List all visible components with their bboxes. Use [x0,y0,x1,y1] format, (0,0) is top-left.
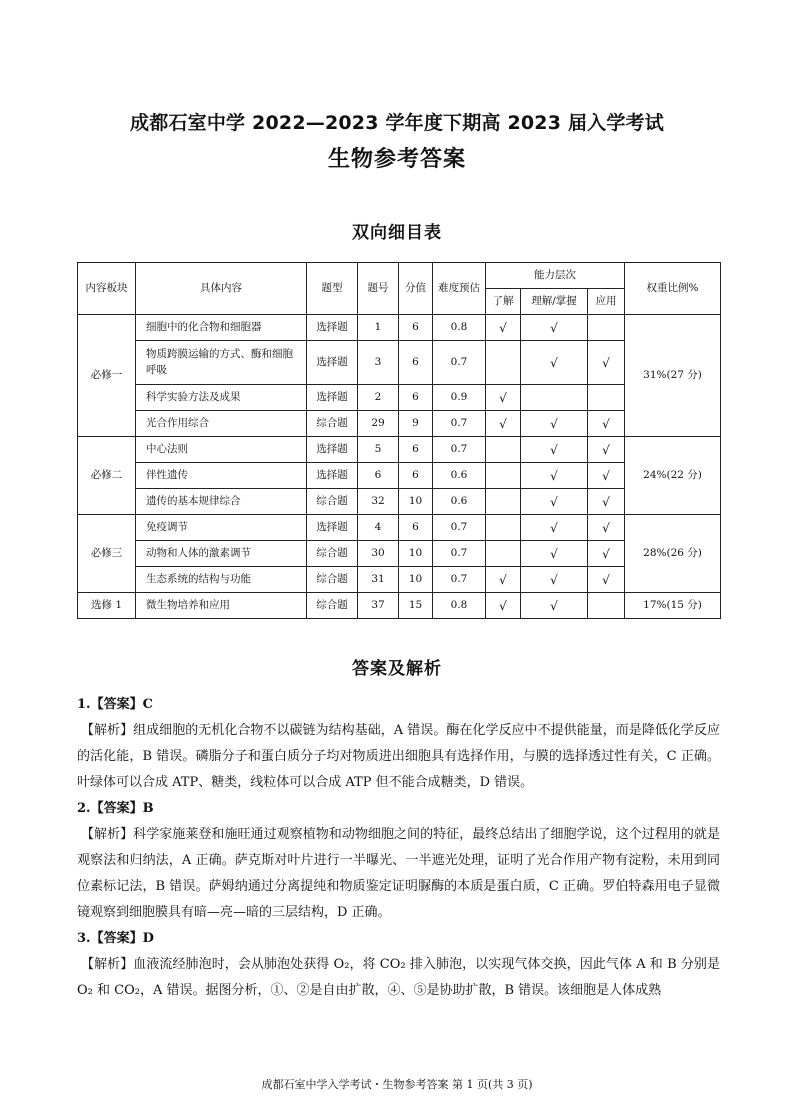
score-cell: 15 [399,593,433,619]
table-row [78,541,721,567]
check-cell: √ [588,341,625,385]
col-header-module: 内容板块 [78,263,136,315]
content-cell: 物质跨膜运输的方式、酶和细胞呼吸 [136,341,307,385]
type-cell: 选择题 [307,437,358,463]
difficulty-cell: 0.8 [433,593,486,619]
col-header-type: 题型 [307,263,358,315]
number-cell: 31 [358,567,399,593]
table-row [78,567,721,593]
number-cell: 37 [358,593,399,619]
check-cell [486,463,521,489]
content-cell: 生态系统的结构与功能 [136,567,307,593]
col-header-ability: 能力层次 [486,263,625,289]
table-row [78,489,721,515]
content-cell: 微生物培养和应用 [136,593,307,619]
check-cell [486,515,521,541]
difficulty-cell: 0.9 [433,385,486,411]
check-cell: √ [486,411,521,437]
answer-line: 1.【答案】C [77,697,153,712]
content-cell: 科学实验方法及成果 [136,385,307,411]
answers-heading: 答案及解析 [352,659,442,679]
weight-cell: 28%(26 分) [625,515,721,593]
module-cell: 必修二 [78,437,136,515]
col-header-score: 分值 [399,263,433,315]
check-cell: √ [588,567,625,593]
answer-line: 2.【答案】B [77,801,154,816]
module-cell: 选修 1 [78,593,136,619]
check-cell: √ [521,315,588,341]
check-cell: √ [588,541,625,567]
col-header-number: 题号 [358,263,399,315]
number-cell: 6 [358,463,399,489]
difficulty-cell: 0.7 [433,411,486,437]
module-cell: 必修一 [78,315,136,437]
explanation-tag: 【解析】 [81,957,134,972]
type-cell: 选择题 [307,341,358,385]
difficulty-cell: 0.7 [433,567,486,593]
col-header-ability-level: 了解 [486,289,521,315]
difficulty-cell: 0.7 [433,515,486,541]
score-cell: 6 [399,385,433,411]
type-cell: 选择题 [307,385,358,411]
weight-cell: 24%(22 分) [625,437,721,515]
explanation [77,822,720,926]
type-cell: 选择题 [307,515,358,541]
check-cell [588,385,625,411]
score-cell: 6 [399,341,433,385]
check-cell [588,315,625,341]
content-cell: 免疫调节 [136,515,307,541]
explanation [77,718,720,796]
score-cell: 10 [399,567,433,593]
number-cell: 1 [358,315,399,341]
check-cell: √ [588,515,625,541]
weight-cell: 31%(27 分) [625,315,721,437]
col-header-ability-level: 理解/掌握 [521,289,588,315]
table-row [78,385,721,411]
content-cell: 动物和人体的激素调节 [136,541,307,567]
check-cell [486,341,521,385]
table-row [78,463,721,489]
check-cell: √ [521,541,588,567]
check-cell [588,593,625,619]
score-cell: 6 [399,463,433,489]
table-row [78,341,721,385]
difficulty-cell: 0.7 [433,437,486,463]
check-cell: √ [521,515,588,541]
col-header-ability-level: 应用 [588,289,625,315]
type-cell: 选择题 [307,463,358,489]
explanation-tag: 【解析】 [81,723,134,738]
check-cell: √ [588,463,625,489]
type-cell: 综合题 [307,593,358,619]
col-header-difficulty: 难度预估 [433,263,486,315]
explanation [77,952,720,1004]
module-cell: 必修三 [78,515,136,593]
type-cell: 选择题 [307,315,358,341]
page-footer: 成都石室中学入学考试・生物参考答案 第 1 页(共 3 页) [261,1078,533,1091]
check-cell: √ [521,437,588,463]
check-cell: √ [588,437,625,463]
number-cell: 3 [358,341,399,385]
number-cell: 2 [358,385,399,411]
content-cell: 细胞中的化合物和细胞器 [136,315,307,341]
number-cell: 5 [358,437,399,463]
document-title: 成都石室中学 2022—2023 学年度下期高 2023 届入学考试 [130,112,664,134]
difficulty-cell: 0.7 [433,341,486,385]
check-cell: √ [486,385,521,411]
check-cell: √ [486,593,521,619]
check-cell: √ [588,411,625,437]
table-row [78,593,721,619]
content-cell: 伴性遗传 [136,463,307,489]
type-cell: 综合题 [307,489,358,515]
col-header-weight: 权重比例% [625,263,721,315]
check-cell: √ [521,411,588,437]
difficulty-cell: 0.6 [433,463,486,489]
check-cell [521,385,588,411]
content-cell: 光合作用综合 [136,411,307,437]
answers-list [77,692,720,1004]
specification-table [77,262,721,619]
difficulty-cell: 0.7 [433,541,486,567]
content-cell: 中心法则 [136,437,307,463]
table-row [78,437,721,463]
table-heading: 双向细目表 [352,223,442,243]
type-cell: 综合题 [307,411,358,437]
check-cell [486,489,521,515]
check-cell: √ [521,463,588,489]
table-row [78,411,721,437]
type-cell: 综合题 [307,567,358,593]
explanation-text: 科学家施莱登和施旺通过观察植物和动物细胞之间的特征，最终总结出了细胞学说，这个过程用的就是观察法和归纳法，A 正确。萨克斯对叶片进行一半曝光、一半遮光处理，证明了光合作用产物有淀粉，未用到同位素标记法，B 错误。萨姆纳通过分离提纯和物质鉴定证明脲酶的本质是蛋白质，C 正确。罗伯特森用电子显微镜观察到细胞膜具有暗—亮—暗的三层结构，D 正确。 [77,827,720,920]
check-cell [486,437,521,463]
check-cell: √ [521,489,588,515]
type-cell: 综合题 [307,541,358,567]
score-cell: 10 [399,489,433,515]
check-cell [486,541,521,567]
weight-cell: 17%(15 分) [625,593,721,619]
check-cell: √ [588,489,625,515]
number-cell: 32 [358,489,399,515]
score-cell: 10 [399,541,433,567]
check-cell: √ [521,341,588,385]
check-cell: √ [486,315,521,341]
score-cell: 6 [399,437,433,463]
difficulty-cell: 0.8 [433,315,486,341]
difficulty-cell: 0.6 [433,489,486,515]
score-cell: 6 [399,515,433,541]
table-row [78,515,721,541]
explanation-tag: 【解析】 [81,827,134,842]
explanation-text: 血液流经肺泡时，会从肺泡处获得 O₂，将 CO₂ 排入肺泡，以实现气体交换，因此气体 A 和 B 分别是 O₂ 和 CO₂，A 错误。据图分析，①、②是自由扩散，④、⑤是协助扩散，B 错误。该细胞是人体成熟 [77,957,720,998]
explanation-text: 组成细胞的无机化合物不以碳链为结构基础，A 错误。酶在化学反应中不提供能量，而是降低化学反应的活化能，B 错误。磷脂分子和蛋白质分子均对物质进出细胞具有选择作用，与膜的选择透过性有关，C 正确。叶绿体可以合成 ATP、糖类，线粒体可以合成 ATP 但不能合成糖类，D 错误。 [77,723,720,790]
document-subtitle: 生物参考答案 [327,147,466,172]
content-cell: 遗传的基本规律综合 [136,489,307,515]
score-cell: 6 [399,315,433,341]
score-cell: 9 [399,411,433,437]
check-cell: √ [521,593,588,619]
col-header-content: 具体内容 [136,263,307,315]
check-cell: √ [486,567,521,593]
number-cell: 4 [358,515,399,541]
number-cell: 29 [358,411,399,437]
table-row [78,315,721,341]
answer-line: 3.【答案】D [77,931,154,946]
check-cell: √ [521,567,588,593]
number-cell: 30 [358,541,399,567]
